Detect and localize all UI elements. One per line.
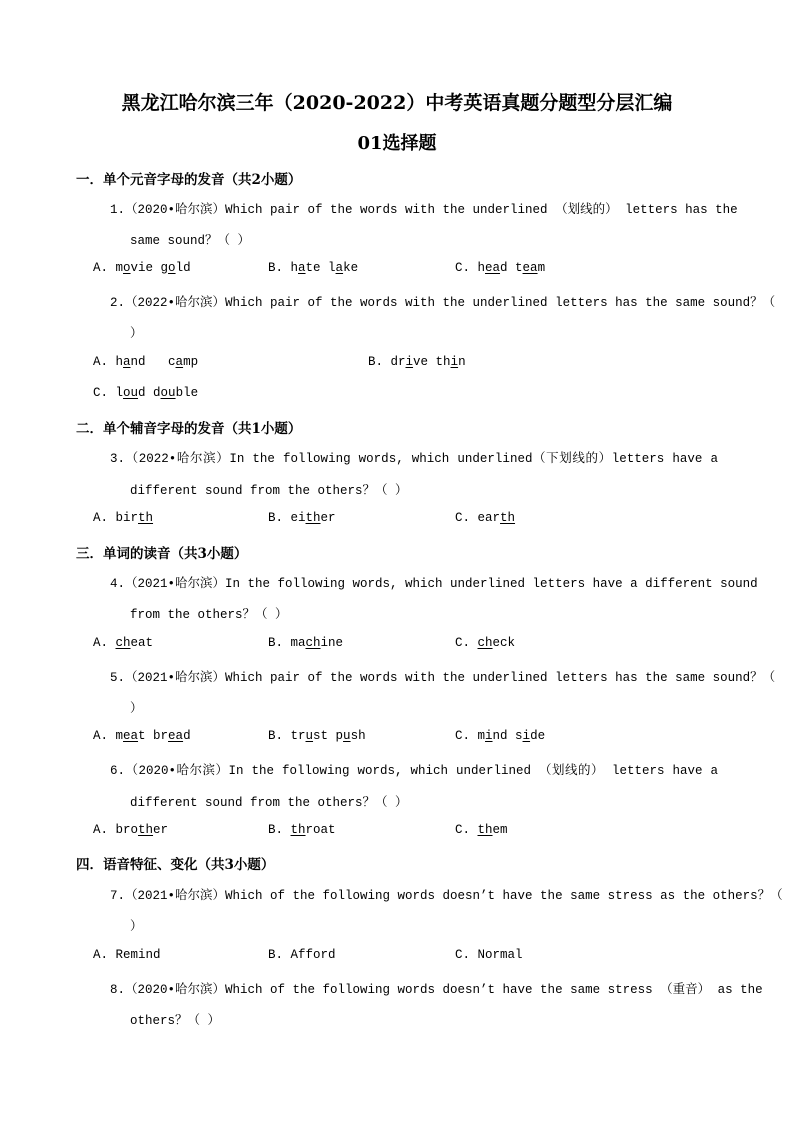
question-2-line-2: ） <box>130 327 143 341</box>
question-5-option-c[interactable]: C. mind side <box>455 729 546 743</box>
question-6-option-c[interactable]: C. them <box>455 823 508 837</box>
question-1-option-b[interactable]: B. hate lake <box>268 261 359 275</box>
question-1-option-c[interactable]: C. head team <box>455 261 546 275</box>
question-6-line-1: 6.（2020•哈尔滨）In the following words, which underlined （划线的） letters have a <box>110 764 718 778</box>
question-2-option-a[interactable]: A. hand camp <box>93 355 199 369</box>
question-1-line-1: 1.（2020•哈尔滨）Which pair of the words with the underlined （划线的） letters has the <box>110 203 738 217</box>
question-4-option-c[interactable]: C. check <box>455 636 516 650</box>
question-3-option-c[interactable]: C. earth <box>455 511 516 525</box>
question-3-option-b[interactable]: B. either <box>268 511 336 525</box>
question-4-option-a[interactable]: A. cheat <box>93 636 154 650</box>
page-subtitle: 01选择题 <box>357 133 437 154</box>
question-1-line-2: same sound？（ ） <box>130 234 251 248</box>
question-3-option-a[interactable]: A. birth <box>93 511 154 525</box>
section-heading-1: 一．单个元音字母的发音（共2小题） <box>76 172 302 188</box>
question-8-line-1: 8.（2020•哈尔滨）Which of the following words doesn’t have the same stress （重音） as the <box>110 983 763 997</box>
section-heading-3: 三．单词的读音（共3小题） <box>76 546 248 562</box>
question-7-line-2: ） <box>130 920 143 934</box>
question-4-line-2: from the others？（ ） <box>130 608 288 622</box>
question-7-line-1: 7.（2021•哈尔滨）Which of the following words doesn’t have the same stress as the others？（ <box>110 889 783 903</box>
question-5-line-1: 5.（2021•哈尔滨）Which pair of the words with the underlined letters has the same sound？（ <box>110 671 776 685</box>
question-6-line-2: different sound from the others？（ ） <box>130 796 408 810</box>
question-7-option-b[interactable]: B. Afford <box>268 948 336 962</box>
question-1-option-a[interactable]: A. movie gold <box>93 261 191 275</box>
page-title: 黑龙江哈尔滨三年（2020-2022）中考英语真题分题型分层汇编 <box>121 92 673 114</box>
question-5-line-2: ） <box>130 702 143 716</box>
question-2-option-c[interactable]: C. loud double <box>93 386 199 400</box>
section-heading-4: 四．语音特征、变化（共3小题） <box>76 857 275 873</box>
question-7-option-a[interactable]: A. Remind <box>93 948 161 962</box>
question-6-option-a[interactable]: A. brother <box>93 823 169 837</box>
section-heading-2: 二．单个辅音字母的发音（共1小题） <box>76 421 302 437</box>
question-2-option-b[interactable]: B. drive thin <box>368 355 466 369</box>
question-4-line-1: 4.（2021•哈尔滨）In the following words, which underlined letters have a different sound <box>110 577 758 591</box>
question-3-line-2: different sound from the others？（ ） <box>130 484 408 498</box>
question-6-option-b[interactable]: B. throat <box>268 823 336 837</box>
question-2-line-1: 2.（2022•哈尔滨）Which pair of the words with the underlined letters has the same sound？（ <box>110 296 776 310</box>
question-5-option-a[interactable]: A. meat bread <box>93 729 191 743</box>
question-7-option-c[interactable]: C. Normal <box>455 948 523 962</box>
question-3-line-1: 3.（2022•哈尔滨）In the following words, which underlined（下划线的）letters have a <box>110 452 718 466</box>
question-5-option-b[interactable]: B. trust push <box>268 729 366 743</box>
question-8-line-2: others？（ ） <box>130 1014 221 1028</box>
question-4-option-b[interactable]: B. machine <box>268 636 344 650</box>
